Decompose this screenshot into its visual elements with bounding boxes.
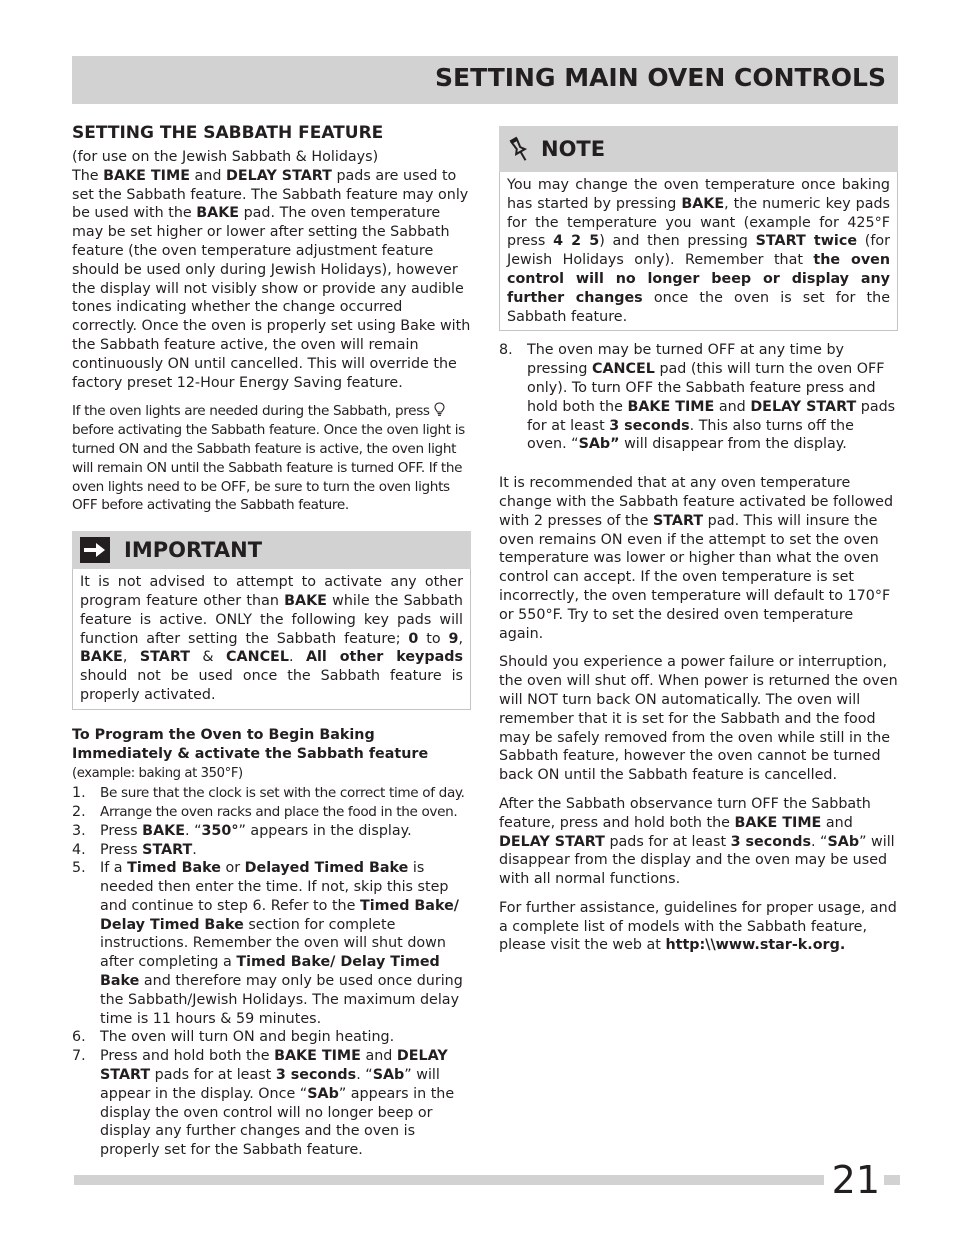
step-text: The oven will turn ON and begin heating. [100, 1029, 395, 1046]
note-header [499, 126, 898, 172]
bold-text: DELAY START [100, 1048, 448, 1084]
text: (example: baking at 350°F) [72, 766, 243, 782]
step-number: 3. [72, 822, 86, 839]
bold-text: BAKE [284, 592, 327, 609]
bold-text: SAb [827, 833, 860, 850]
text: pads are used to set the Sabbath feature. The Sabbath feature may only be used with the [72, 167, 469, 222]
text: (for Jewish Holidays only). Remember that [507, 233, 890, 269]
list-item [72, 822, 471, 841]
text: ” will disappear from the display and the oven may be used with all normal functions. [499, 833, 895, 888]
bold-text: 4 2 5 [553, 233, 600, 250]
text: Press and hold both the [100, 1048, 275, 1065]
bold-text: the oven control will no longer beep or display any further changes [507, 252, 891, 306]
text: should not be used once the Sabbath feature is properly activated. [80, 668, 463, 703]
bold-text: SAb [307, 1085, 339, 1102]
text: . [192, 841, 197, 858]
bold-text: CANCEL [226, 649, 289, 666]
text: , the numeric key pads for the temperature you want (example for 425°F press [507, 195, 890, 250]
bold-text: 9 [448, 630, 459, 647]
bold-text: START [139, 649, 190, 666]
bold-text: DELAY START [226, 167, 332, 184]
after-sabbath-paragraph [499, 795, 898, 889]
text: ” appears in the display. [238, 822, 412, 839]
sabbath-intro [72, 148, 471, 392]
bold-text: START [142, 841, 193, 858]
oven-lights-paragraph [72, 402, 471, 515]
bold-text: BAKE TIME [103, 167, 190, 184]
text: and [821, 814, 853, 831]
text: and [190, 167, 226, 184]
text: pad (this will turn the oven OFF only). To turn OFF the Sabbath feature press and hold both the [527, 361, 885, 415]
text: pads for at least [527, 398, 896, 434]
text: ” appears in the display the oven control will no longer beep or display any further changes and the oven is properly set for the Sabbath feature. [100, 1085, 455, 1159]
list-item [72, 1047, 471, 1160]
step-number: 1. [72, 785, 86, 802]
program-steps [72, 784, 471, 1160]
arrow-right-icon [80, 537, 110, 563]
text: , [122, 649, 140, 666]
bold-text: BAKE TIME [274, 1048, 361, 1065]
bold-text: BAKE TIME [627, 398, 715, 415]
program-heading [72, 726, 471, 784]
sabbath-subtitle: (for use on the Jewish Sabbath & Holidays) [72, 149, 379, 165]
list-item [72, 784, 471, 803]
bold-text: DELAY START [499, 833, 605, 850]
bold-text: CANCEL [592, 361, 655, 378]
note-body [499, 172, 898, 331]
bold-text: DELAY START [750, 398, 857, 415]
text: For further assistance, guidelines for proper usage, and a complete list of models with the Sabbath feature, please visit the web at [499, 899, 897, 954]
text: After the Sabbath observance turn OFF the Sabbath feature, press and hold both the [499, 795, 871, 831]
text: and [360, 1048, 397, 1065]
page-header-title: SETTING MAIN OVEN CONTROLS [434, 63, 886, 92]
left-column [72, 122, 471, 1160]
bold-text: Timed Bake/ Delay Timed Bake [100, 954, 440, 990]
recommend-paragraph [499, 474, 898, 643]
text: section for complete instructions. Remember the oven will shut down after completing a [100, 916, 446, 971]
text: . This also turns off the oven. “ [527, 417, 854, 453]
text: is needed then enter the time. If not, skip this step and continue to step 6. Refer to the [100, 860, 449, 914]
step-text: Be sure that the clock is set with the correct time of day. [100, 785, 465, 802]
note-box [499, 126, 898, 331]
important-body [72, 569, 471, 710]
program-steps-continued [499, 341, 898, 454]
website-link[interactable]: http:\\www.star-k.org. [665, 937, 846, 954]
text: . “ [356, 1067, 373, 1084]
important-box [72, 531, 471, 710]
text: Press [100, 841, 143, 858]
list-item [72, 803, 471, 822]
text: & [189, 649, 227, 666]
text: and [714, 398, 751, 415]
text: ) and then pressing [599, 233, 756, 250]
text: . “ [810, 833, 828, 850]
list-item [72, 859, 471, 1028]
text: The [72, 167, 104, 184]
text: , [458, 630, 463, 647]
text: to [418, 630, 449, 647]
text: and therefore may only be used once during the Sabbath/Jewish Holidays. The maximum delay time is 11 hours & 59 minutes. [100, 973, 463, 1027]
step-text [100, 1047, 471, 1160]
bold-text: 3 seconds [730, 833, 811, 850]
step-number: 6. [72, 1029, 86, 1046]
sabbath-section-title: SETTING THE SABBATH FEATURE [72, 123, 384, 143]
header-bar [72, 56, 898, 104]
text: pad. This will insure the oven remains ON even if the attempt to set the oven temperature was lower or higher than what the oven control can accept. If the oven temperature is set incorrectly, the oven temperature will default to 170°F or 550°F. Try to set the desired oven temperature again. [499, 512, 891, 642]
further-assistance-paragraph [499, 899, 898, 955]
light-bulb-icon [434, 402, 445, 417]
important-header [72, 531, 471, 569]
text: pads for at least [604, 833, 731, 850]
page-number: 21 [824, 1156, 884, 1204]
bold-text: Timed Bake/ Delay Timed Bake [100, 897, 459, 933]
text: pad. The oven temperature may be set higher or lower after setting the Sabbath feature (the oven temperature adjustment feature should be used only during Jewish Holidays), however the display will not visibly show or provide any audible tones indicating whether the change occurred correctly. Once the oven is properly set using Bake with the Sabbath feature active, the oven will remain continuously ON until cancelled. This will override the factory preset 12-Hour Energy Saving feature. [72, 205, 471, 391]
bold-text: BAKE [142, 822, 185, 839]
step-text [100, 841, 471, 860]
important-title: IMPORTANT [124, 538, 263, 563]
text: If the oven lights are needed during the Sabbath, press [72, 403, 434, 420]
bold-text: SAb [372, 1067, 405, 1084]
text: . “ [184, 822, 202, 839]
bold-text: START [652, 512, 704, 529]
text: once the oven is set for the Sabbath feature. [507, 289, 891, 325]
text: or [220, 860, 245, 877]
bold-text: 3 seconds [609, 417, 690, 434]
step-text [100, 859, 471, 1028]
step-text [100, 822, 471, 841]
list-item [72, 1028, 471, 1047]
text: before activating the Sabbath feature. Once the oven light is turned ON and the Sabbath feature is active, the oven light will remain ON until the Sabbath feature is turned OFF. If the oven lights need to be OFF, be sure to turn the oven lights OFF before activating the Sabbath feature. [72, 422, 465, 514]
bold-text: 0 [408, 630, 419, 647]
text: It is not advised to attempt to activate any other program feature other than [80, 574, 463, 609]
footer-bar [74, 1175, 900, 1185]
step-number: 7. [72, 1048, 86, 1065]
bold-text: BAKE [681, 195, 725, 212]
step-number: 8. [499, 342, 513, 359]
text: Press [100, 822, 143, 839]
step-number: 2. [72, 803, 86, 820]
bold-text: 3 seconds [275, 1067, 357, 1084]
right-column [499, 126, 898, 965]
list-item [499, 341, 898, 454]
text: If a [100, 860, 128, 877]
bold-text: To Program the Oven to Begin Baking Immediately & activate the Sabbath feature [72, 726, 429, 762]
text: You may change the oven temperature once baking has started by pressing [507, 177, 890, 212]
list-item [72, 841, 471, 860]
step-text: Arrange the oven racks and place the food in the oven. [100, 803, 458, 820]
bold-text: BAKE [80, 649, 123, 666]
power-failure-paragraph [499, 653, 898, 785]
text: . [288, 649, 306, 666]
step-number: 4. [72, 841, 86, 858]
step-text [527, 341, 898, 454]
text: It is recommended that at any oven temperature change with the Sabbath feature activated be followed with 2 presses of the [499, 475, 894, 529]
bold-text: START twice [755, 233, 858, 250]
text: The oven may be turned OFF at any time by pressing [527, 342, 844, 378]
bold-text: Timed Bake [127, 860, 221, 877]
text: Should you experience a power failure or interruption, the oven will shut off. When power is returned the oven will NOT turn back ON automatically. The oven will remember that it is set for the Sabbath and the food may be safely removed from the oven while still in the Sabbath feature, however the oven cannot be turned back ON until the Sabbath feature is cancelled. [499, 654, 898, 784]
bold-text: All other keypads [305, 649, 463, 666]
bold-text: 350° [201, 822, 239, 839]
text: ” will appear in the display. Once “ [100, 1067, 440, 1102]
text: will disappear from the display. [619, 436, 847, 453]
push-pin-icon [507, 134, 531, 164]
bold-text: BAKE TIME [734, 814, 822, 831]
note-title: NOTE [541, 137, 606, 161]
bold-text: SAb” [578, 436, 620, 453]
bold-text: Delayed Timed Bake [244, 860, 409, 877]
text: pads for at least [150, 1067, 276, 1084]
step-number: 5. [72, 860, 86, 877]
text: while the Sabbath feature is active. ONLY the following key pads will function after setting the Sabbath feature; [80, 592, 463, 647]
bold-text: BAKE [196, 205, 240, 222]
